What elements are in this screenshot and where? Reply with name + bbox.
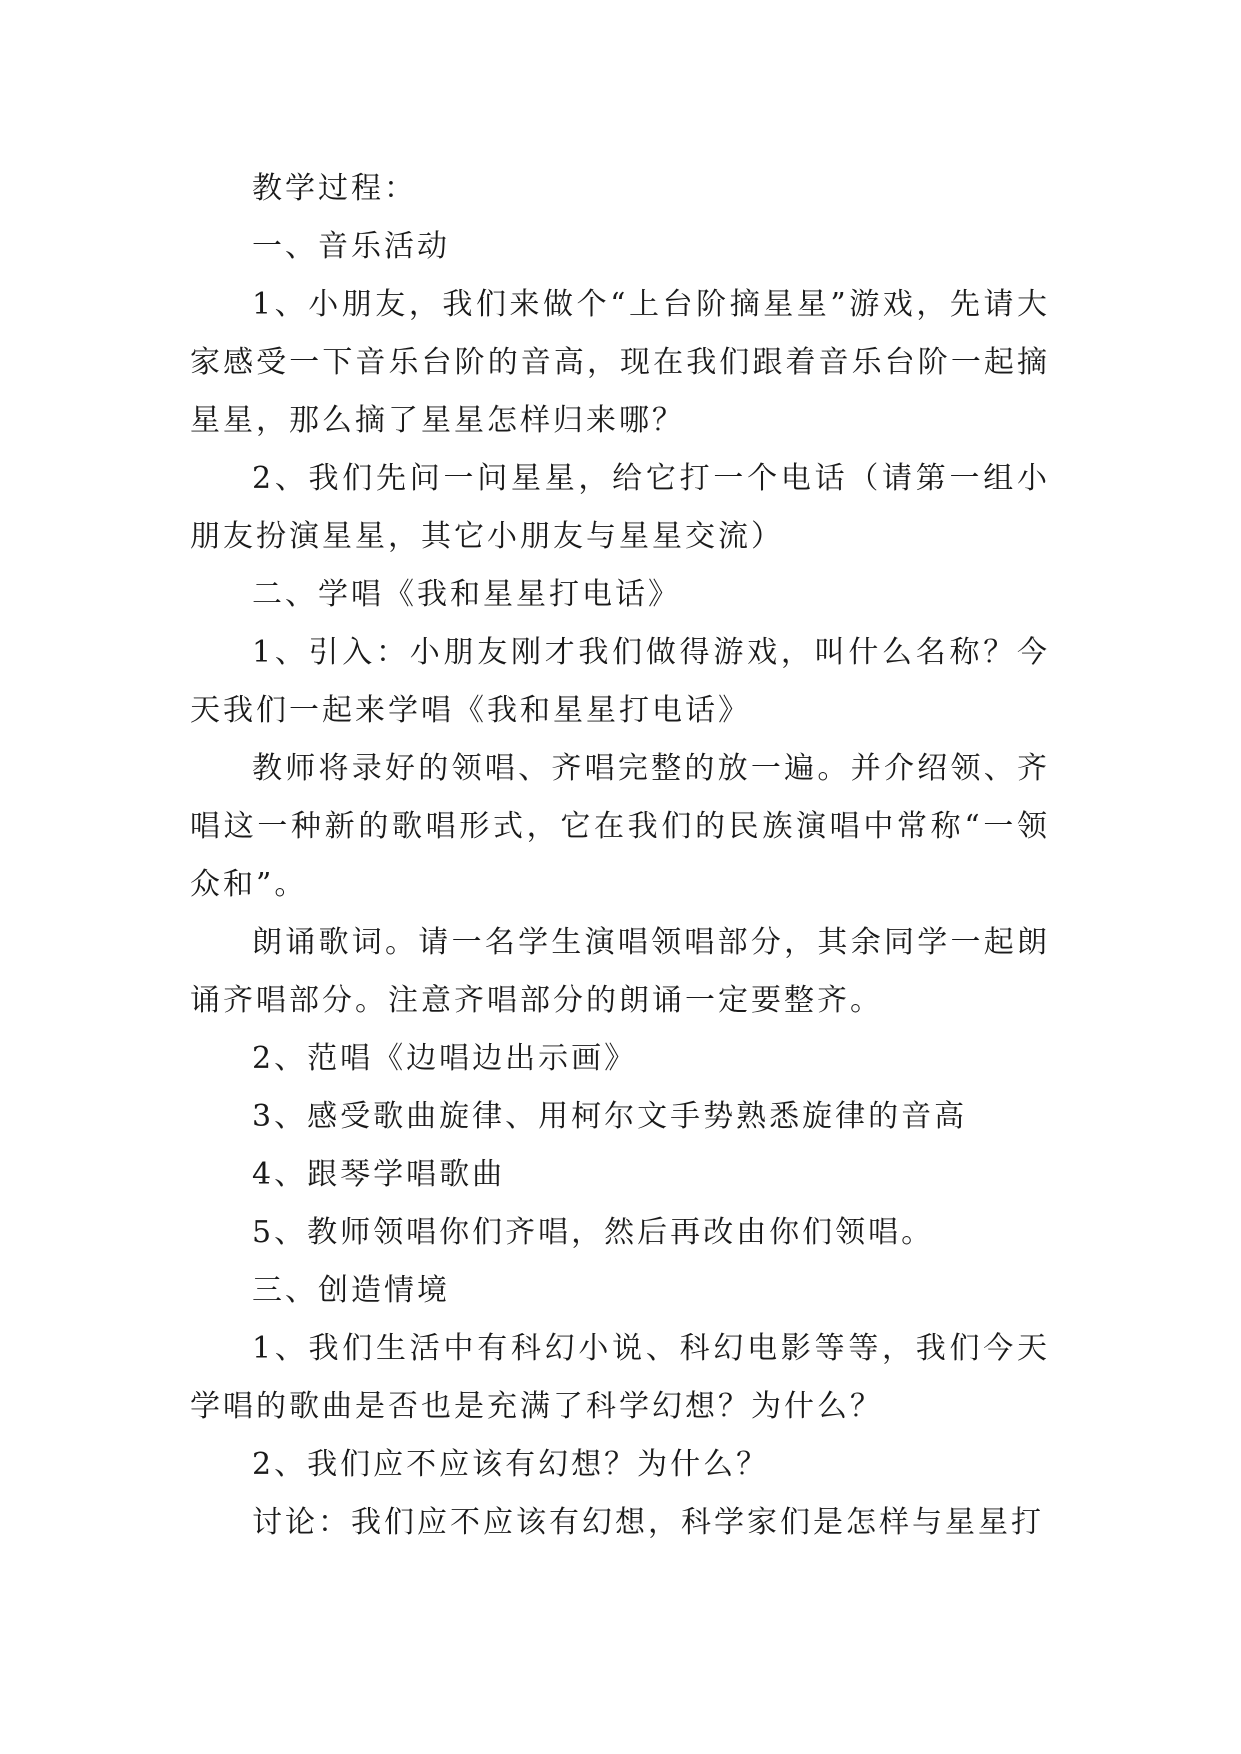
paragraph-item: 4、跟琴学唱歌曲 — [252, 1157, 506, 1192]
paragraph-item: 2、我们先问一问星星，给它打一个电话（请第一组小朋友扮演星星，其它小朋友与星星交流） — [190, 461, 1050, 554]
paragraph-item: 2、范唱《边唱边出示画》 — [252, 1041, 638, 1076]
paragraph-item: 讨论：我们应不应该有幻想，科学家们是怎样与星星打 — [252, 1505, 1044, 1540]
paragraph-item: 教师将录好的领唱、齐唱完整的放一遍。并介绍领、齐唱这一种新的歌唱形式，它在我们的民族演唱中常称“一领众和”。 — [190, 751, 1050, 902]
paragraph-heading-process: 教学过程： — [252, 171, 417, 206]
paragraph-item: 5、教师领唱你们齐唱，然后再改由你们领唱。 — [252, 1215, 935, 1250]
paragraph-section-music-activity: 一、音乐活动 — [252, 229, 450, 264]
paragraph-section-learn-song: 二、学唱《我和星星打电话》 — [252, 577, 681, 612]
paragraph-item: 2、我们应不应该有幻想？为什么？ — [252, 1447, 770, 1482]
paragraph-item: 1、引入：小朋友刚才我们做得游戏，叫什么名称？今天我们一起来学唱《我和星星打电话》 — [190, 635, 1050, 728]
paragraph-item: 朗诵歌词。请一名学生演唱领唱部分，其余同学一起朗诵齐唱部分。注意齐唱部分的朗诵一定要整齐。 — [190, 925, 1050, 1018]
document-body — [190, 160, 1050, 1552]
paragraph-item: 1、小朋友，我们来做个“上台阶摘星星”游戏，先请大家感受一下音乐台阶的音高，现在我们跟着音乐台阶一起摘星星，那么摘了星星怎样归来哪？ — [190, 287, 1050, 438]
paragraph-section-create-scenario: 三、创造情境 — [252, 1273, 450, 1308]
paragraph-item: 1、我们生活中有科幻小说、科幻电影等等，我们今天学唱的歌曲是否也是充满了科学幻想？为什么？ — [190, 1331, 1050, 1424]
paragraph-item: 3、感受歌曲旋律、用柯尔文手势熟悉旋律的音高 — [252, 1099, 968, 1134]
